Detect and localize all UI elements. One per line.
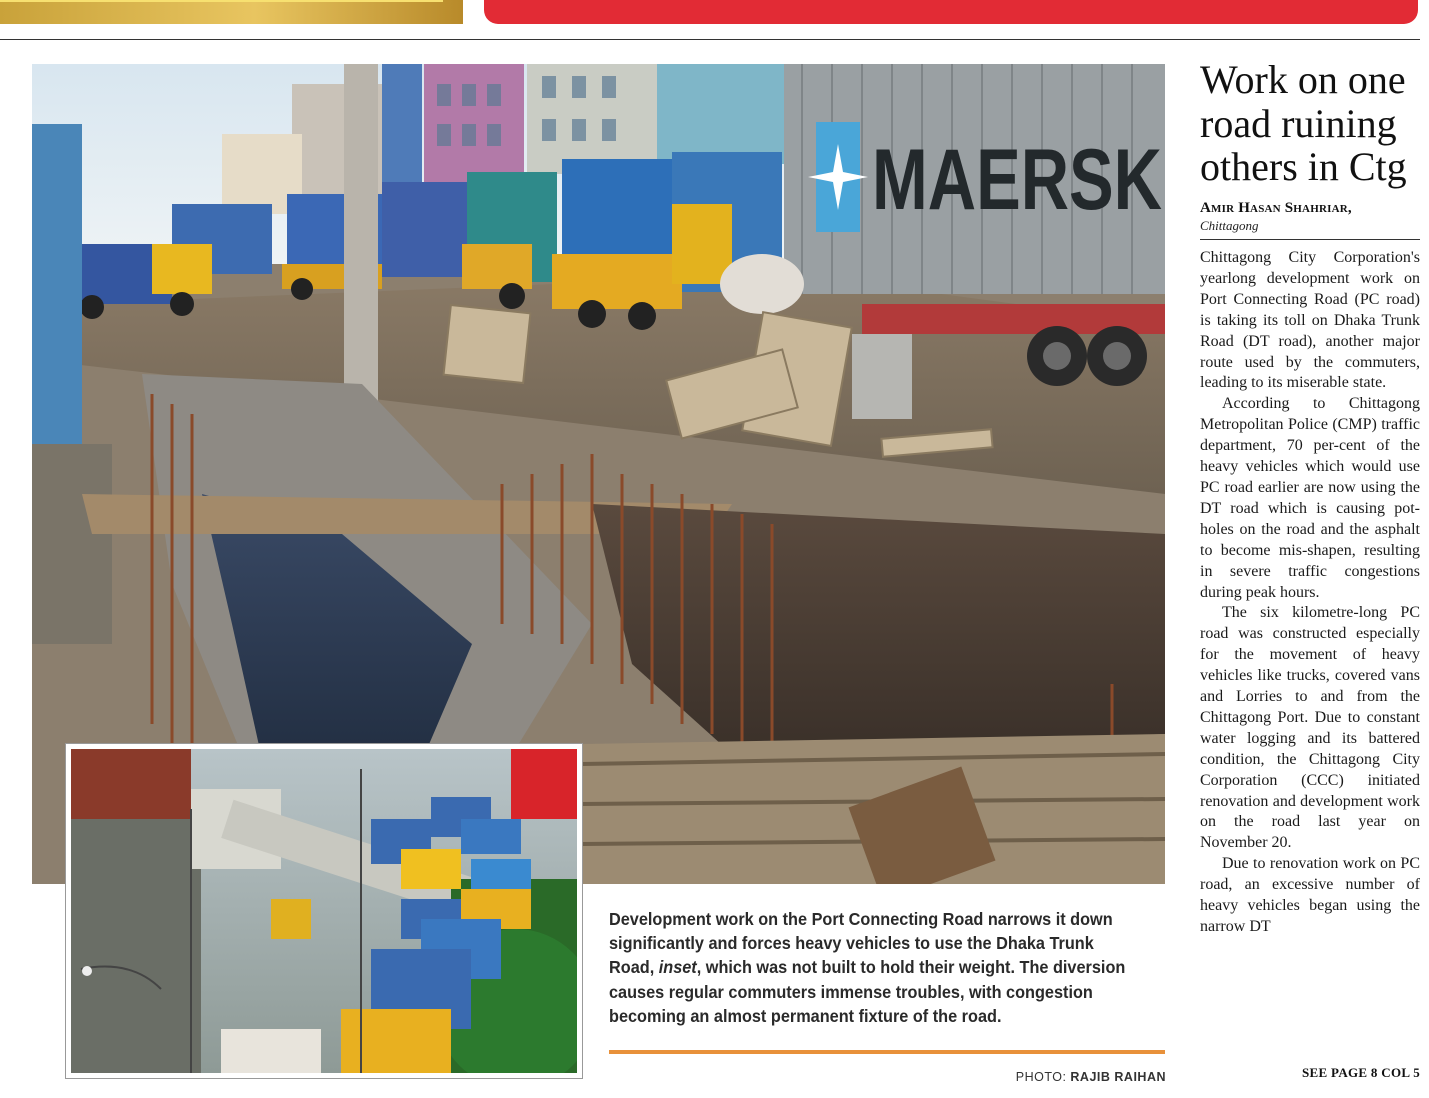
photo-credit — [900, 1070, 1166, 1084]
paragraph: According to Chittagong Metropolitan Police (CMP) traffic department, 70 per-cent of the heavy vehicles which would use PC road earlier are now using the DT road which is causing pot-holes on the road and the asphalt to become mis-shapen, resulting in severe traffic congestions during peak hours. — [1200, 395, 1420, 601]
container-logo-text: MAERSK — [872, 132, 1162, 228]
adjacent-ad-right — [484, 0, 1418, 24]
paragraph: Due to renovation work on PC road, an excessive number of heavy vehicles began using the narrow DT — [1200, 855, 1420, 935]
caption-rule — [609, 1050, 1165, 1054]
photo-credit-name: RAJIB RAIHAN — [1070, 1070, 1166, 1084]
caption-text-lead: Development work on the Port Connecting Road narrows it down significantly and forces heavy vehicles to use the Dhaka Trunk Road, — [609, 909, 1113, 978]
photo-credit-label: PHOTO: — [1015, 1070, 1071, 1084]
page-divider — [0, 39, 1420, 40]
paragraph: Chittagong City Corporation's yearlong development work on Port Connecting Road (PC road) is taking its toll on Dhaka Trunk Road (DT road), another major route used by the commuters, leading to its miserable state. — [1200, 249, 1420, 392]
caption-inset-word: inset — [658, 957, 697, 978]
byline-rule — [1200, 239, 1420, 240]
caption-text-rest: , which was not built to hold their weight. The diversion causes regular commuters immense troubles, with congestion becoming an almost permanent fixture of the road. — [609, 957, 1126, 1026]
byline: Amir Hasan Shahriar, — [1200, 200, 1352, 216]
paragraph: The six kilometre-long PC road was constructed especially for the movement of heavy vehicles like trucks, covered vans and Lorries to and from the Chittagong Port. Due to constant water logging and its battered condition, the Chittagong City Corporation (CCC) initiated renovation and development work on the road last year on November 20. — [1200, 604, 1420, 852]
continuation-link[interactable]: SEE PAGE 8 COL 5 — [1302, 1065, 1420, 1080]
article-body — [1200, 248, 1420, 938]
adjacent-ad-left — [0, 0, 463, 24]
dateline: Chittagong — [1200, 218, 1259, 233]
photo-caption — [609, 907, 1130, 1028]
inset-photo — [66, 744, 582, 1078]
headline: Work on one road ruining others in Ctg — [1200, 57, 1407, 189]
